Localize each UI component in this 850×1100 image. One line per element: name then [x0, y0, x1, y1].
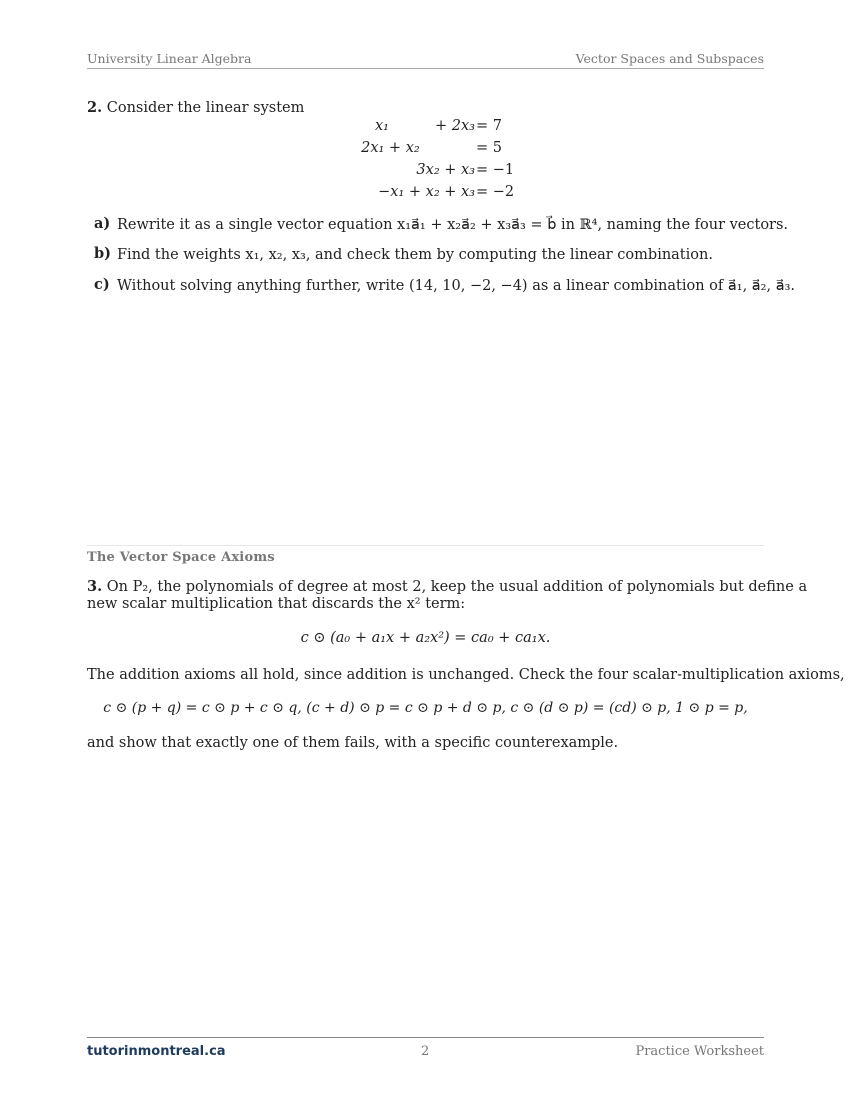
problem-2-number: 2.	[87, 99, 103, 116]
equation-1-lhs: x₁ + 2x₃	[374, 118, 475, 134]
part-c-label: c)	[94, 276, 110, 293]
part-b-text: Find the weights x₁, x₂, x₃, and check them by computing the linear combination.	[117, 247, 713, 263]
part-a-label: a)	[94, 215, 111, 232]
footer-website-link[interactable]: tutorinmontreal.ca	[87, 1044, 226, 1059]
page-footer	[87, 1037, 764, 1059]
system-equation-4	[300, 184, 560, 204]
equation-1-rhs: = 7	[476, 118, 502, 134]
problem-3-line-2: new scalar multiplication that discards the x² term:	[87, 596, 466, 612]
system-equation-1	[300, 118, 560, 138]
section-title: The Vector Space Axioms	[87, 550, 275, 565]
problem-3-paragraph-1: The addition axioms all hold, since addition is unchanged. Check the four scalar-multiplication axioms,	[87, 667, 845, 683]
part-c-text: Without solving anything further, write (14, 10, −2, −4) as a linear combination of a⃗₁, a⃗₂, a⃗₃.	[117, 278, 796, 294]
scalar-multiplication-axioms: c ⊙ (p + q) = c ⊙ p + c ⊙ q, (c + d) ⊙ p = c ⊙ p + d ⊙ p, c ⊙ (d ⊙ p) = (cd) ⊙ p, 1 ⊙ p = p,	[103, 700, 748, 716]
running-header	[87, 51, 764, 69]
equation-3-lhs: 3x₂ + x₃	[416, 162, 475, 178]
problem-3-paragraph-2: and show that exactly one of them fails, with a specific counterexample.	[87, 735, 619, 751]
part-a-text: Rewrite it as a single vector equation x₁a⃗₁ + x₂a⃗₂ + x₃a⃗₃ = b⃗ in ℝ⁴, naming the four vectors.	[117, 217, 789, 233]
problem-2-intro	[87, 98, 304, 118]
problem-3-line-1-text: On P₂, the polynomials of degree at most 2, keep the usual addition of polynomials but define a	[106, 579, 808, 595]
equation-4-rhs: = −2	[476, 184, 515, 200]
problem-2-intro-text: Consider the linear system	[106, 100, 305, 116]
header-chapter-title: Vector Spaces and Subspaces	[575, 51, 764, 66]
footer-page-number: 2	[421, 1044, 430, 1059]
scalar-multiplication-formula: c ⊙ (a₀ + a₁x + a₂x²) = ca₀ + ca₁x.	[300, 630, 551, 646]
header-course-title: University Linear Algebra	[87, 51, 252, 66]
problem-3-number: 3.	[87, 578, 103, 595]
system-equation-3	[300, 162, 560, 182]
section-divider	[87, 545, 764, 546]
system-equation-2	[300, 140, 560, 160]
footer-document-type: Practice Worksheet	[635, 1044, 764, 1059]
equation-3-rhs: = −1	[476, 162, 515, 178]
equation-2-rhs: = 5	[476, 140, 502, 156]
equation-2-lhs: 2x₁ + x₂	[361, 140, 475, 156]
part-b-label: b)	[94, 245, 111, 262]
equation-4-lhs: −x₁ + x₂ + x₃	[378, 184, 475, 200]
